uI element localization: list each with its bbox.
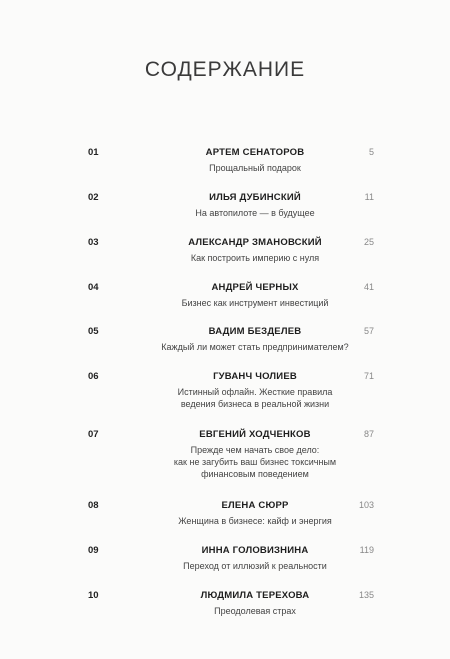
chapter-number: 01 bbox=[88, 147, 99, 158]
chapter-title-line: Как построить империю с нуля bbox=[190, 253, 320, 263]
chapter-author: АНДРЕЙ ЧЕРНЫХ bbox=[211, 282, 299, 293]
chapter-page-number: 25 bbox=[363, 237, 374, 247]
chapter-page-number: 57 bbox=[363, 326, 374, 336]
chapter-page-number: 103 bbox=[358, 500, 374, 510]
chapter-title-line: финансовым поведением bbox=[201, 469, 309, 479]
chapter-number: 10 bbox=[88, 590, 99, 601]
chapter-author: ГУВАНЧ ЧОЛИЕВ bbox=[213, 371, 297, 382]
chapter-page-number: 119 bbox=[359, 545, 374, 555]
chapter-title bbox=[110, 341, 400, 353]
chapter-number: 05 bbox=[88, 326, 99, 337]
chapter-title-line: Каждый ли может стать предпринимателем? bbox=[161, 342, 349, 352]
chapter-title bbox=[110, 560, 400, 572]
chapter-title-line: Прежде чем начать свое дело: bbox=[190, 445, 320, 455]
chapter-number: 02 bbox=[88, 192, 99, 203]
chapter-title-line: На автопилоте — в будущее bbox=[195, 208, 315, 218]
chapter-title bbox=[110, 605, 400, 617]
chapter-number: 04 bbox=[88, 282, 99, 293]
chapter-title-line: Преодолевая страх bbox=[214, 606, 296, 616]
chapter-number: 09 bbox=[88, 545, 99, 556]
chapter-author: ВАДИМ БЕЗДЕЛЕВ bbox=[208, 326, 302, 337]
chapter-page-number: 41 bbox=[363, 282, 374, 292]
chapter-title bbox=[110, 207, 400, 219]
chapter-title-line: Бизнес как инструмент инвестиций bbox=[181, 298, 329, 308]
chapter-number: 03 bbox=[88, 237, 99, 248]
chapter-title bbox=[110, 162, 400, 174]
chapter-title-line: ведения бизнеса в реальной жизни bbox=[180, 399, 330, 409]
chapter-number: 07 bbox=[88, 429, 99, 440]
chapter-author: АЛЕКСАНДР ЗМАНОВСКИЙ bbox=[188, 237, 322, 248]
chapter-title-line: Женщина в бизнесе: кайф и энергия bbox=[178, 516, 332, 526]
page-title: СОДЕРЖАНИЕ bbox=[144, 58, 306, 81]
chapter-title bbox=[110, 386, 400, 410]
chapter-author: ИННА ГОЛОВИЗНИНА bbox=[201, 545, 309, 556]
chapter-author: ЕВГЕНИЙ ХОДЧЕНКОВ bbox=[199, 429, 311, 440]
chapter-page-number: 11 bbox=[364, 192, 374, 202]
chapter-page-number: 135 bbox=[358, 590, 374, 600]
chapter-title-line: как не загубить ваш бизнес токсичным bbox=[173, 457, 337, 467]
chapter-author: ЕЛЕНА СЮРР bbox=[221, 500, 289, 511]
chapter-page-number: 71 bbox=[363, 371, 374, 381]
chapter-title bbox=[110, 515, 400, 527]
chapter-page-number: 5 bbox=[368, 147, 374, 157]
chapter-title-line: Прощальный подарок bbox=[209, 163, 301, 173]
chapter-title bbox=[110, 252, 400, 264]
chapter-number: 06 bbox=[88, 371, 99, 382]
chapter-number: 08 bbox=[88, 500, 99, 511]
chapter-title bbox=[110, 297, 400, 309]
chapter-title-line: Истинный офлайн. Жесткие правила bbox=[177, 387, 333, 397]
chapter-title-line: Переход от иллюзий к реальности bbox=[183, 561, 327, 571]
chapter-title bbox=[110, 444, 400, 480]
chapter-author: ИЛЬЯ ДУБИНСКИЙ bbox=[209, 192, 301, 203]
chapter-author: ЛЮДМИЛА ТЕРЕХОВА bbox=[200, 590, 310, 601]
chapter-author: АРТЕМ СЕНАТОРОВ bbox=[205, 147, 305, 158]
chapter-page-number: 87 bbox=[363, 429, 374, 439]
